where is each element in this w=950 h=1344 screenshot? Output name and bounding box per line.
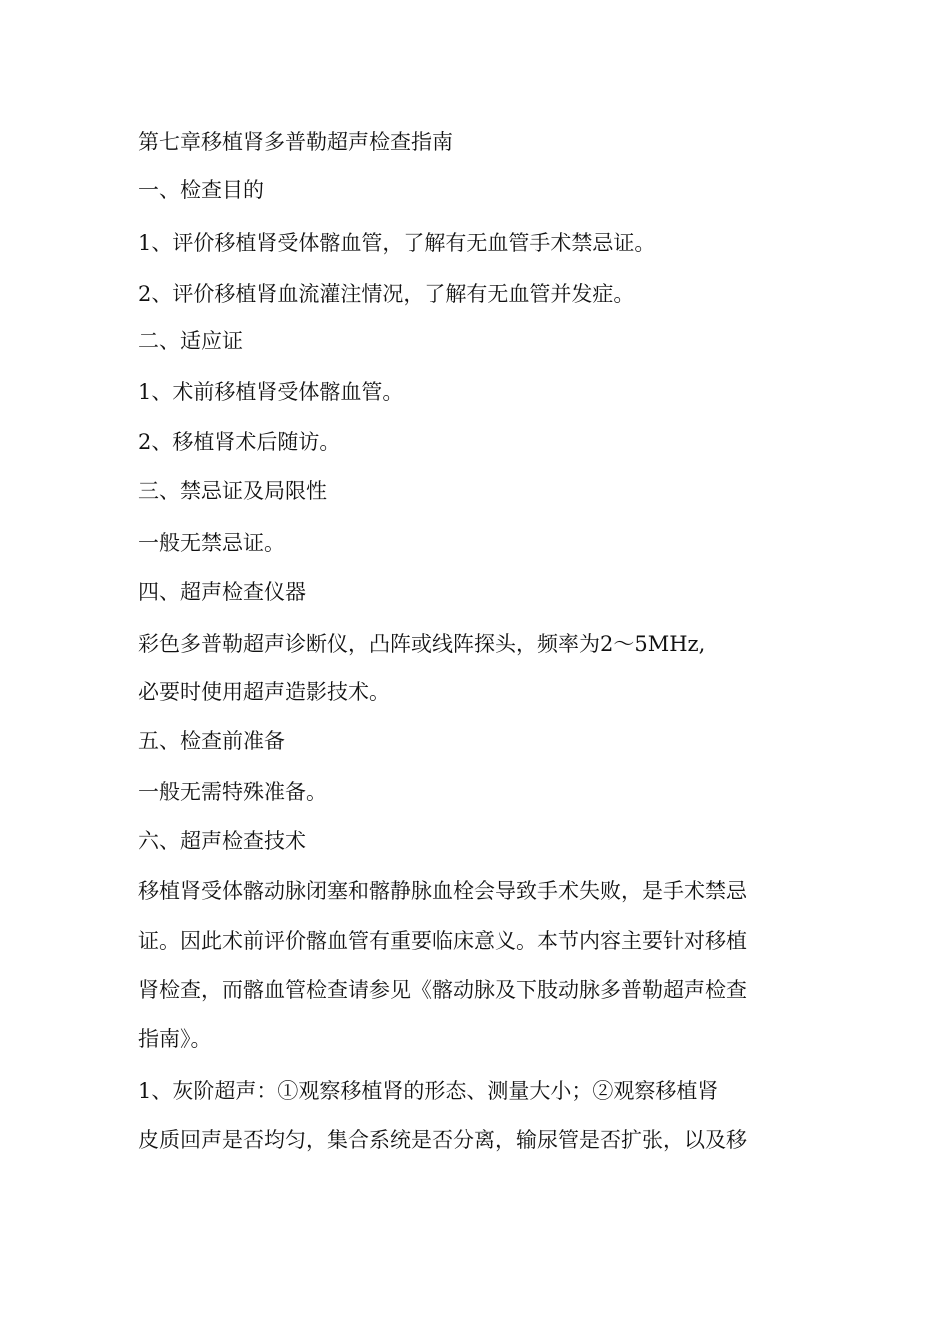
text-line: 必要时使用超声造影技术。	[138, 680, 390, 704]
heading-1: 一、检查目的	[138, 178, 264, 202]
text-line: 移植肾受体髂动脉闭塞和髂静脉血栓会导致手术失败，是手术禁忌	[138, 879, 747, 903]
heading-2: 二、适应证	[138, 329, 243, 353]
text-line: 1、灰阶超声：①观察移植肾的形态、测量大小；②观察移植肾	[138, 1079, 719, 1103]
heading-3: 三、禁忌证及局限性	[138, 479, 327, 503]
document-title: 第七章移植肾多普勒超声检查指南	[138, 130, 453, 154]
heading-5: 五、检查前准备	[138, 729, 285, 753]
text-line: 一般无需特殊准备。	[138, 780, 327, 804]
text-line: 彩色多普勒超声诊断仪，凸阵或线阵探头，频率为2〜5MHz,	[138, 632, 706, 656]
text-line: 2、评价移植肾血流灌注情况，了解有无血管并发症。	[138, 282, 635, 306]
heading-6: 六、超声检查技术	[138, 829, 306, 853]
text-line: 指南》。	[138, 1027, 212, 1051]
text-line: 皮质回声是否均匀，集合系统是否分离，输尿管是否扩张，以及移	[138, 1128, 747, 1152]
text-line: 一般无禁忌证。	[138, 531, 285, 555]
text-line: 2、移植肾术后随访。	[138, 430, 341, 454]
text-line: 1、评价移植肾受体髂血管，了解有无血管手术禁忌证。	[138, 231, 656, 255]
text-line: 1、术前移植肾受体髂血管。	[138, 380, 404, 404]
heading-4: 四、超声检查仪器	[138, 580, 306, 604]
text-line: 证。因此术前评价髂血管有重要临床意义。本节内容主要针对移植	[138, 929, 747, 953]
text-line: 肾检查，而髂血管检查请参见《髂动脉及下肢动脉多普勒超声检查	[138, 978, 747, 1002]
